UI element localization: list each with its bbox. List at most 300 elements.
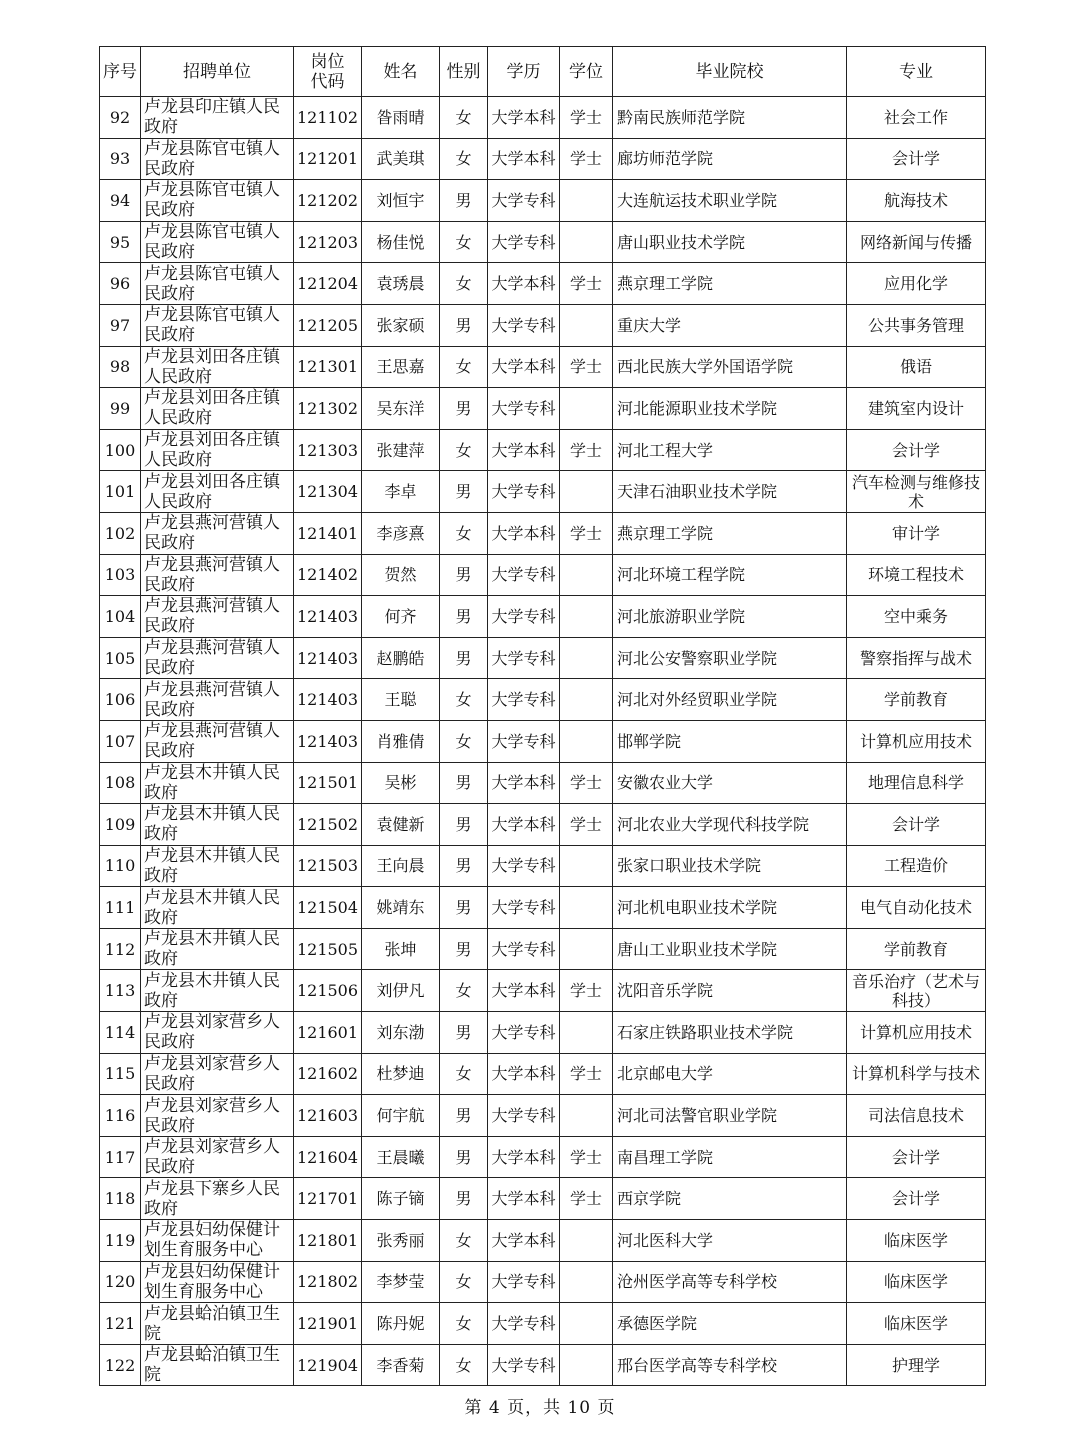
school-cell: 安徽农业大学 [613,762,847,804]
education-cell: 大学本科 [488,346,560,388]
post-code-cell: 121904 [294,1344,362,1386]
education-cell: 大学专科 [488,1261,560,1303]
table-row [100,221,986,263]
row-index-cell: 92 [100,97,141,139]
recruiting-unit-cell: 卢龙县印庄镇人民政府 [141,97,294,139]
header-degree: 学位 [560,47,613,97]
row-index-cell: 117 [100,1136,141,1178]
major-cell: 公共事务管理 [847,304,986,346]
education-cell: 大学专科 [488,596,560,638]
education-cell: 大学专科 [488,679,560,721]
recruiting-unit-cell: 卢龙县陈官屯镇人民政府 [141,304,294,346]
degree-cell: 学士 [560,1178,613,1220]
person-name-cell: 王思嘉 [362,346,440,388]
person-name-cell: 张坤 [362,928,440,970]
education-cell: 大学本科 [488,138,560,180]
row-index-cell: 104 [100,596,141,638]
header-unit: 招聘单位 [141,47,294,97]
major-cell: 汽车检测与维修技术 [847,471,986,513]
table-row [100,1220,986,1262]
school-cell: 唐山职业技术学院 [613,221,847,263]
recruiting-unit-cell: 卢龙县陈官屯镇人民政府 [141,221,294,263]
row-index-cell: 95 [100,221,141,263]
post-code-cell: 121802 [294,1261,362,1303]
row-index-cell: 122 [100,1344,141,1386]
school-cell: 河北公安警察职业学院 [613,637,847,679]
degree-cell: 学士 [560,138,613,180]
row-index-cell: 97 [100,304,141,346]
person-name-cell: 李卓 [362,471,440,513]
major-cell: 电气自动化技术 [847,887,986,929]
row-index-cell: 118 [100,1178,141,1220]
major-cell: 会计学 [847,1178,986,1220]
education-cell: 大学本科 [488,429,560,471]
post-code-cell: 121504 [294,887,362,929]
school-cell: 河北能源职业技术学院 [613,388,847,430]
table-row [100,263,986,305]
degree-cell [560,596,613,638]
table-row [100,1136,986,1178]
table-row [100,471,986,513]
major-cell: 计算机应用技术 [847,1012,986,1054]
row-index-cell: 98 [100,346,141,388]
recruiting-unit-cell: 卢龙县刘田各庄镇人民政府 [141,388,294,430]
row-index-cell: 110 [100,845,141,887]
school-cell: 沧州医学高等专科学校 [613,1261,847,1303]
table-row [100,554,986,596]
education-cell: 大学专科 [488,720,560,762]
gender-cell: 男 [440,304,488,346]
degree-cell [560,845,613,887]
education-cell: 大学专科 [488,471,560,513]
school-cell: 河北环境工程学院 [613,554,847,596]
degree-cell [560,180,613,222]
school-cell: 燕京理工学院 [613,512,847,554]
school-cell: 沈阳音乐学院 [613,970,847,1012]
row-index-cell: 106 [100,679,141,721]
degree-cell [560,388,613,430]
recruiting-unit-cell: 卢龙县陈官屯镇人民政府 [141,263,294,305]
gender-cell: 男 [440,1178,488,1220]
recruiting-unit-cell: 卢龙县陈官屯镇人民政府 [141,138,294,180]
post-code-cell: 121503 [294,845,362,887]
person-name-cell: 昝雨晴 [362,97,440,139]
degree-cell [560,1261,613,1303]
post-code-cell: 121202 [294,180,362,222]
education-cell: 大学本科 [488,804,560,846]
person-name-cell: 杨佳悦 [362,221,440,263]
school-cell: 天津石油职业技术学院 [613,471,847,513]
major-cell: 空中乘务 [847,596,986,638]
person-name-cell: 张建萍 [362,429,440,471]
row-index-cell: 109 [100,804,141,846]
education-cell: 大学专科 [488,637,560,679]
recruiting-unit-cell: 卢龙县木井镇人民政府 [141,804,294,846]
school-cell: 西京学院 [613,1178,847,1220]
recruiting-unit-cell: 卢龙县刘田各庄镇人民政府 [141,346,294,388]
degree-cell: 学士 [560,346,613,388]
post-code-cell: 121604 [294,1136,362,1178]
education-cell: 大学本科 [488,263,560,305]
person-name-cell: 何齐 [362,596,440,638]
post-code-cell: 121801 [294,1220,362,1262]
major-cell: 会计学 [847,429,986,471]
gender-cell: 女 [440,1303,488,1345]
row-index-cell: 120 [100,1261,141,1303]
recruiting-unit-cell: 卢龙县蛤泊镇卫生院 [141,1344,294,1386]
education-cell: 大学专科 [488,180,560,222]
degree-cell [560,471,613,513]
post-code-cell: 121205 [294,304,362,346]
row-index-cell: 105 [100,637,141,679]
row-index-cell: 108 [100,762,141,804]
recruiting-unit-cell: 卢龙县刘家营乡人民政府 [141,1095,294,1137]
row-index-cell: 102 [100,512,141,554]
major-cell: 临床医学 [847,1220,986,1262]
person-name-cell: 王晨曦 [362,1136,440,1178]
degree-cell [560,720,613,762]
table-row [100,1344,986,1386]
post-code-cell: 121301 [294,346,362,388]
gender-cell: 男 [440,804,488,846]
degree-cell [560,1220,613,1262]
school-cell: 河北医科大学 [613,1220,847,1262]
gender-cell: 男 [440,928,488,970]
gender-cell: 女 [440,221,488,263]
recruiting-unit-cell: 卢龙县木井镇人民政府 [141,928,294,970]
table-row [100,720,986,762]
table-row [100,762,986,804]
school-cell: 唐山工业职业技术学院 [613,928,847,970]
post-code-cell: 121401 [294,512,362,554]
school-cell: 张家口职业技术学院 [613,845,847,887]
row-index-cell: 96 [100,263,141,305]
post-code-cell: 121304 [294,471,362,513]
education-cell: 大学专科 [488,845,560,887]
row-index-cell: 115 [100,1053,141,1095]
recruiting-unit-cell: 卢龙县木井镇人民政府 [141,970,294,1012]
school-cell: 燕京理工学院 [613,263,847,305]
person-name-cell: 陈丹妮 [362,1303,440,1345]
major-cell: 警察指挥与战术 [847,637,986,679]
degree-cell [560,928,613,970]
degree-cell: 学士 [560,804,613,846]
recruiting-unit-cell: 卢龙县蛤泊镇卫生院 [141,1303,294,1345]
gender-cell: 男 [440,845,488,887]
gender-cell: 男 [440,637,488,679]
degree-cell [560,1012,613,1054]
school-cell: 黔南民族师范学院 [613,97,847,139]
school-cell: 河北旅游职业学院 [613,596,847,638]
table-row [100,804,986,846]
row-index-cell: 107 [100,720,141,762]
school-cell: 邯郸学院 [613,720,847,762]
recruiting-unit-cell: 卢龙县妇幼保健计划生育服务中心 [141,1220,294,1262]
row-index-cell: 99 [100,388,141,430]
gender-cell: 女 [440,1261,488,1303]
post-code-cell: 121402 [294,554,362,596]
education-cell: 大学本科 [488,970,560,1012]
row-index-cell: 93 [100,138,141,180]
table-row [100,970,986,1012]
person-name-cell: 肖雅倩 [362,720,440,762]
recruiting-unit-cell: 卢龙县陈官屯镇人民政府 [141,180,294,222]
degree-cell [560,887,613,929]
person-name-cell: 陈子镝 [362,1178,440,1220]
major-cell: 会计学 [847,138,986,180]
school-cell: 廊坊师范学院 [613,138,847,180]
table-row [100,346,986,388]
major-cell: 音乐治疗（艺术与科技） [847,970,986,1012]
post-code-cell: 121601 [294,1012,362,1054]
school-cell: 邢台医学高等专科学校 [613,1344,847,1386]
table-body [100,97,986,1386]
major-cell: 计算机应用技术 [847,720,986,762]
post-code-cell: 121505 [294,928,362,970]
degree-cell: 学士 [560,1136,613,1178]
major-cell: 建筑室内设计 [847,388,986,430]
gender-cell: 男 [440,762,488,804]
degree-cell [560,304,613,346]
header-post-code: 岗位代码 [294,47,362,97]
gender-cell: 女 [440,97,488,139]
roster-table-container [99,46,985,1386]
education-cell: 大学本科 [488,1220,560,1262]
post-code-cell: 121506 [294,970,362,1012]
table-row [100,679,986,721]
table-row [100,1178,986,1220]
school-cell: 南昌理工学院 [613,1136,847,1178]
recruiting-unit-cell: 卢龙县燕河营镇人民政府 [141,720,294,762]
degree-cell [560,1303,613,1345]
degree-cell: 学士 [560,970,613,1012]
education-cell: 大学专科 [488,928,560,970]
post-code-cell: 121403 [294,720,362,762]
education-cell: 大学专科 [488,388,560,430]
row-index-cell: 114 [100,1012,141,1054]
gender-cell: 女 [440,512,488,554]
major-cell: 学前教育 [847,928,986,970]
table-row [100,512,986,554]
degree-cell [560,1095,613,1137]
row-index-cell: 113 [100,970,141,1012]
gender-cell: 男 [440,388,488,430]
person-name-cell: 王向晨 [362,845,440,887]
major-cell: 护理学 [847,1344,986,1386]
row-index-cell: 119 [100,1220,141,1262]
gender-cell: 男 [440,1012,488,1054]
person-name-cell: 袁健新 [362,804,440,846]
gender-cell: 女 [440,720,488,762]
recruiting-unit-cell: 卢龙县下寨乡人民政府 [141,1178,294,1220]
person-name-cell: 赵鹏皓 [362,637,440,679]
table-row [100,596,986,638]
person-name-cell: 何宇航 [362,1095,440,1137]
gender-cell: 女 [440,1344,488,1386]
gender-cell: 男 [440,471,488,513]
post-code-cell: 121701 [294,1178,362,1220]
recruiting-unit-cell: 卢龙县燕河营镇人民政府 [141,596,294,638]
education-cell: 大学专科 [488,1303,560,1345]
recruiting-unit-cell: 卢龙县燕河营镇人民政府 [141,512,294,554]
major-cell: 临床医学 [847,1261,986,1303]
education-cell: 大学专科 [488,1344,560,1386]
row-index-cell: 103 [100,554,141,596]
post-code-cell: 121203 [294,221,362,263]
table-row [100,1095,986,1137]
person-name-cell: 吴彬 [362,762,440,804]
person-name-cell: 王聪 [362,679,440,721]
recruiting-unit-cell: 卢龙县刘家营乡人民政府 [141,1136,294,1178]
person-name-cell: 张秀丽 [362,1220,440,1262]
table-row [100,1303,986,1345]
major-cell: 学前教育 [847,679,986,721]
recruiting-unit-cell: 卢龙县妇幼保健计划生育服务中心 [141,1261,294,1303]
education-cell: 大学专科 [488,304,560,346]
school-cell: 石家庄铁路职业技术学院 [613,1012,847,1054]
row-index-cell: 112 [100,928,141,970]
recruiting-unit-cell: 卢龙县燕河营镇人民政府 [141,554,294,596]
school-cell: 河北司法警官职业学院 [613,1095,847,1137]
degree-cell: 学士 [560,1053,613,1095]
school-cell: 重庆大学 [613,304,847,346]
school-cell: 北京邮电大学 [613,1053,847,1095]
education-cell: 大学本科 [488,97,560,139]
gender-cell: 男 [440,180,488,222]
person-name-cell: 李香菊 [362,1344,440,1386]
gender-cell: 女 [440,679,488,721]
person-name-cell: 袁琇晨 [362,263,440,305]
major-cell: 计算机科学与技术 [847,1053,986,1095]
table-row [100,180,986,222]
major-cell: 会计学 [847,804,986,846]
header-major: 专业 [847,47,986,97]
table-row [100,887,986,929]
recruiting-unit-cell: 卢龙县燕河营镇人民政府 [141,679,294,721]
post-code-cell: 121403 [294,679,362,721]
table-row [100,429,986,471]
post-code-cell: 121501 [294,762,362,804]
table-row [100,97,986,139]
education-cell: 大学本科 [488,1053,560,1095]
page-footer: 第 4 页，共 10 页 [464,1398,616,1418]
major-cell: 司法信息技术 [847,1095,986,1137]
major-cell: 会计学 [847,1136,986,1178]
degree-cell: 学士 [560,429,613,471]
person-name-cell: 杜梦迪 [362,1053,440,1095]
major-cell: 审计学 [847,512,986,554]
person-name-cell: 刘恒宇 [362,180,440,222]
major-cell: 社会工作 [847,97,986,139]
row-index-cell: 121 [100,1303,141,1345]
row-index-cell: 116 [100,1095,141,1137]
post-code-cell: 121502 [294,804,362,846]
recruiting-unit-cell: 卢龙县刘家营乡人民政府 [141,1053,294,1095]
person-name-cell: 姚靖东 [362,887,440,929]
table-row [100,1053,986,1095]
major-cell: 工程造价 [847,845,986,887]
gender-cell: 男 [440,887,488,929]
recruiting-unit-cell: 卢龙县木井镇人民政府 [141,845,294,887]
header-school: 毕业院校 [613,47,847,97]
education-cell: 大学本科 [488,512,560,554]
education-cell: 大学专科 [488,1095,560,1137]
education-cell: 大学本科 [488,1178,560,1220]
major-cell: 应用化学 [847,263,986,305]
degree-cell [560,221,613,263]
table-row [100,388,986,430]
table-row [100,637,986,679]
school-cell: 河北机电职业技术学院 [613,887,847,929]
gender-cell: 女 [440,138,488,180]
education-cell: 大学本科 [488,1136,560,1178]
row-index-cell: 101 [100,471,141,513]
post-code-cell: 121602 [294,1053,362,1095]
degree-cell: 学士 [560,263,613,305]
roster-table [99,46,986,1386]
education-cell: 大学专科 [488,1012,560,1054]
person-name-cell: 武美琪 [362,138,440,180]
post-code-cell: 121201 [294,138,362,180]
gender-cell: 女 [440,970,488,1012]
major-cell: 网络新闻与传播 [847,221,986,263]
gender-cell: 女 [440,1053,488,1095]
row-index-cell: 100 [100,429,141,471]
gender-cell: 男 [440,1095,488,1137]
gender-cell: 女 [440,1220,488,1262]
gender-cell: 男 [440,554,488,596]
person-name-cell: 李梦莹 [362,1261,440,1303]
person-name-cell: 贺然 [362,554,440,596]
gender-cell: 女 [440,263,488,305]
major-cell: 地理信息科学 [847,762,986,804]
recruiting-unit-cell: 卢龙县刘田各庄镇人民政府 [141,429,294,471]
header-name: 姓名 [362,47,440,97]
school-cell: 河北对外经贸职业学院 [613,679,847,721]
post-code-cell: 121204 [294,263,362,305]
school-cell: 大连航运技术职业学院 [613,180,847,222]
recruiting-unit-cell: 卢龙县刘田各庄镇人民政府 [141,471,294,513]
person-name-cell: 张家硕 [362,304,440,346]
school-cell: 承德医学院 [613,1303,847,1345]
recruiting-unit-cell: 卢龙县刘家营乡人民政府 [141,1012,294,1054]
row-index-cell: 94 [100,180,141,222]
school-cell: 河北农业大学现代科技学院 [613,804,847,846]
recruiting-unit-cell: 卢龙县木井镇人民政府 [141,762,294,804]
degree-cell: 学士 [560,97,613,139]
table-header-row [100,47,986,97]
table-row [100,304,986,346]
degree-cell [560,637,613,679]
education-cell: 大学专科 [488,887,560,929]
header-index: 序号 [100,47,141,97]
person-name-cell: 吴东洋 [362,388,440,430]
degree-cell: 学士 [560,762,613,804]
post-code-cell: 121302 [294,388,362,430]
gender-cell: 男 [440,1136,488,1178]
education-cell: 大学本科 [488,762,560,804]
education-cell: 大学专科 [488,221,560,263]
table-row [100,928,986,970]
gender-cell: 女 [440,429,488,471]
table-row [100,1012,986,1054]
major-cell: 环境工程技术 [847,554,986,596]
header-gender: 性别 [440,47,488,97]
gender-cell: 女 [440,346,488,388]
post-code-cell: 121102 [294,97,362,139]
recruiting-unit-cell: 卢龙县燕河营镇人民政府 [141,637,294,679]
degree-cell: 学士 [560,512,613,554]
